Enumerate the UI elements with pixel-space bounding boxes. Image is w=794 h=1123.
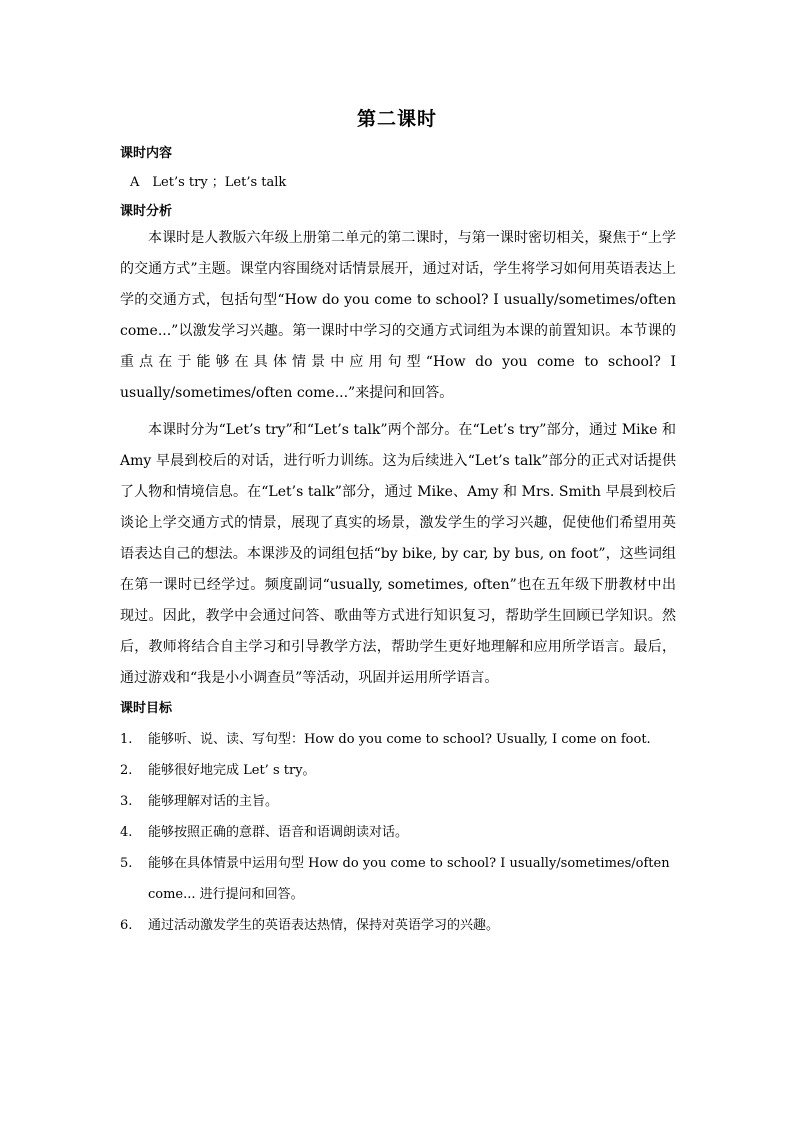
analysis-paragraph: 本课时分为“Let’s try”和“Let’s talk”两个部分。在“Let’s try”部分，通过 Mike 和 Amy 早晨到校后的对话，进行听力训练。这为后续进入“Let’s talk”部分的正式对话提供了人物和情境信息。在“Let’s talk”部分，通过 Mike、Amy 和 Mrs. Smith 早晨到校后谈论上学交通方式的情景，展现了真实的场景，激发学生的学习兴趣，促使他们希望用英语表达自己的想法。本课涉及的词组包括“by bike, by car, by bus, on foot”，这些词组在第一课时已经学过。频度副词“usually, sometimes, often”也在五年级下册教材中出现过。因此，教学中会通过问答、歌曲等方式进行知识复习，帮助学生回顾已学知识。然后，教师将结合自主学习和引导教学方法，帮助学生更好地理解和应用所学语言。最后，通过游戏和“我是小小调查员”等活动，巩固并运用所学语言。: [120, 422, 676, 686]
analysis-paragraph: 本课时是人教版六年级上册第二单元的第二课时，与第一课时密切相关，聚焦于“上学的交通方式”主题。课堂内容围绕对话情景展开，通过对话，学生将学习如何用英语表达上学的交通方式，包括句型“How do you come to school? I usually/sometimes/often come...”以激发学习兴趣。第一课时中学习的交通方式词组为本课的前置知识。本节课的重点在于能够在具体情景中应用句型“How do you come to school? I usually/sometimes/often come...”来提问和回答。: [120, 230, 676, 401]
objectives-heading: 课时目标: [120, 701, 173, 716]
objective-item: [120, 724, 676, 755]
objective-text: 能够很好地完成 Let’ s try。: [148, 763, 316, 778]
objective-text: 能够按照正确的意群、语音和语调朗读对话。: [148, 825, 409, 840]
page-title: 第二课时: [356, 108, 437, 130]
document-body: [120, 143, 676, 941]
objective-number: 5.: [120, 856, 133, 871]
objective-item: [120, 910, 676, 941]
objectives-list: [120, 724, 676, 941]
objective-number: 3.: [120, 794, 133, 809]
objective-item: [120, 848, 676, 910]
objective-text: 能够听、说、读、写句型：How do you come to school? Usually, I come on foot.: [148, 732, 651, 747]
objective-item: [120, 755, 676, 786]
objective-text: 通过活动激发学生的英语表达热情，保持对英语学习的兴趣。: [148, 918, 500, 933]
content-heading: 课时内容: [120, 146, 173, 161]
objective-number: 6.: [120, 918, 133, 933]
objective-text: 能够在具体情景中运用句型 How do you come to school? I usually/sometimes/often come... 进行提问和回答。: [148, 856, 670, 902]
objective-number: 1.: [120, 732, 133, 747]
objective-item: [120, 817, 676, 848]
objective-text: 能够理解对话的主旨。: [148, 794, 279, 809]
objective-number: 4.: [120, 825, 133, 840]
analysis-heading: 课时分析: [120, 204, 173, 219]
objective-number: 2.: [120, 763, 133, 778]
content-text: A Let’s try ；Let’s talk: [130, 175, 287, 190]
objective-item: [120, 786, 676, 817]
